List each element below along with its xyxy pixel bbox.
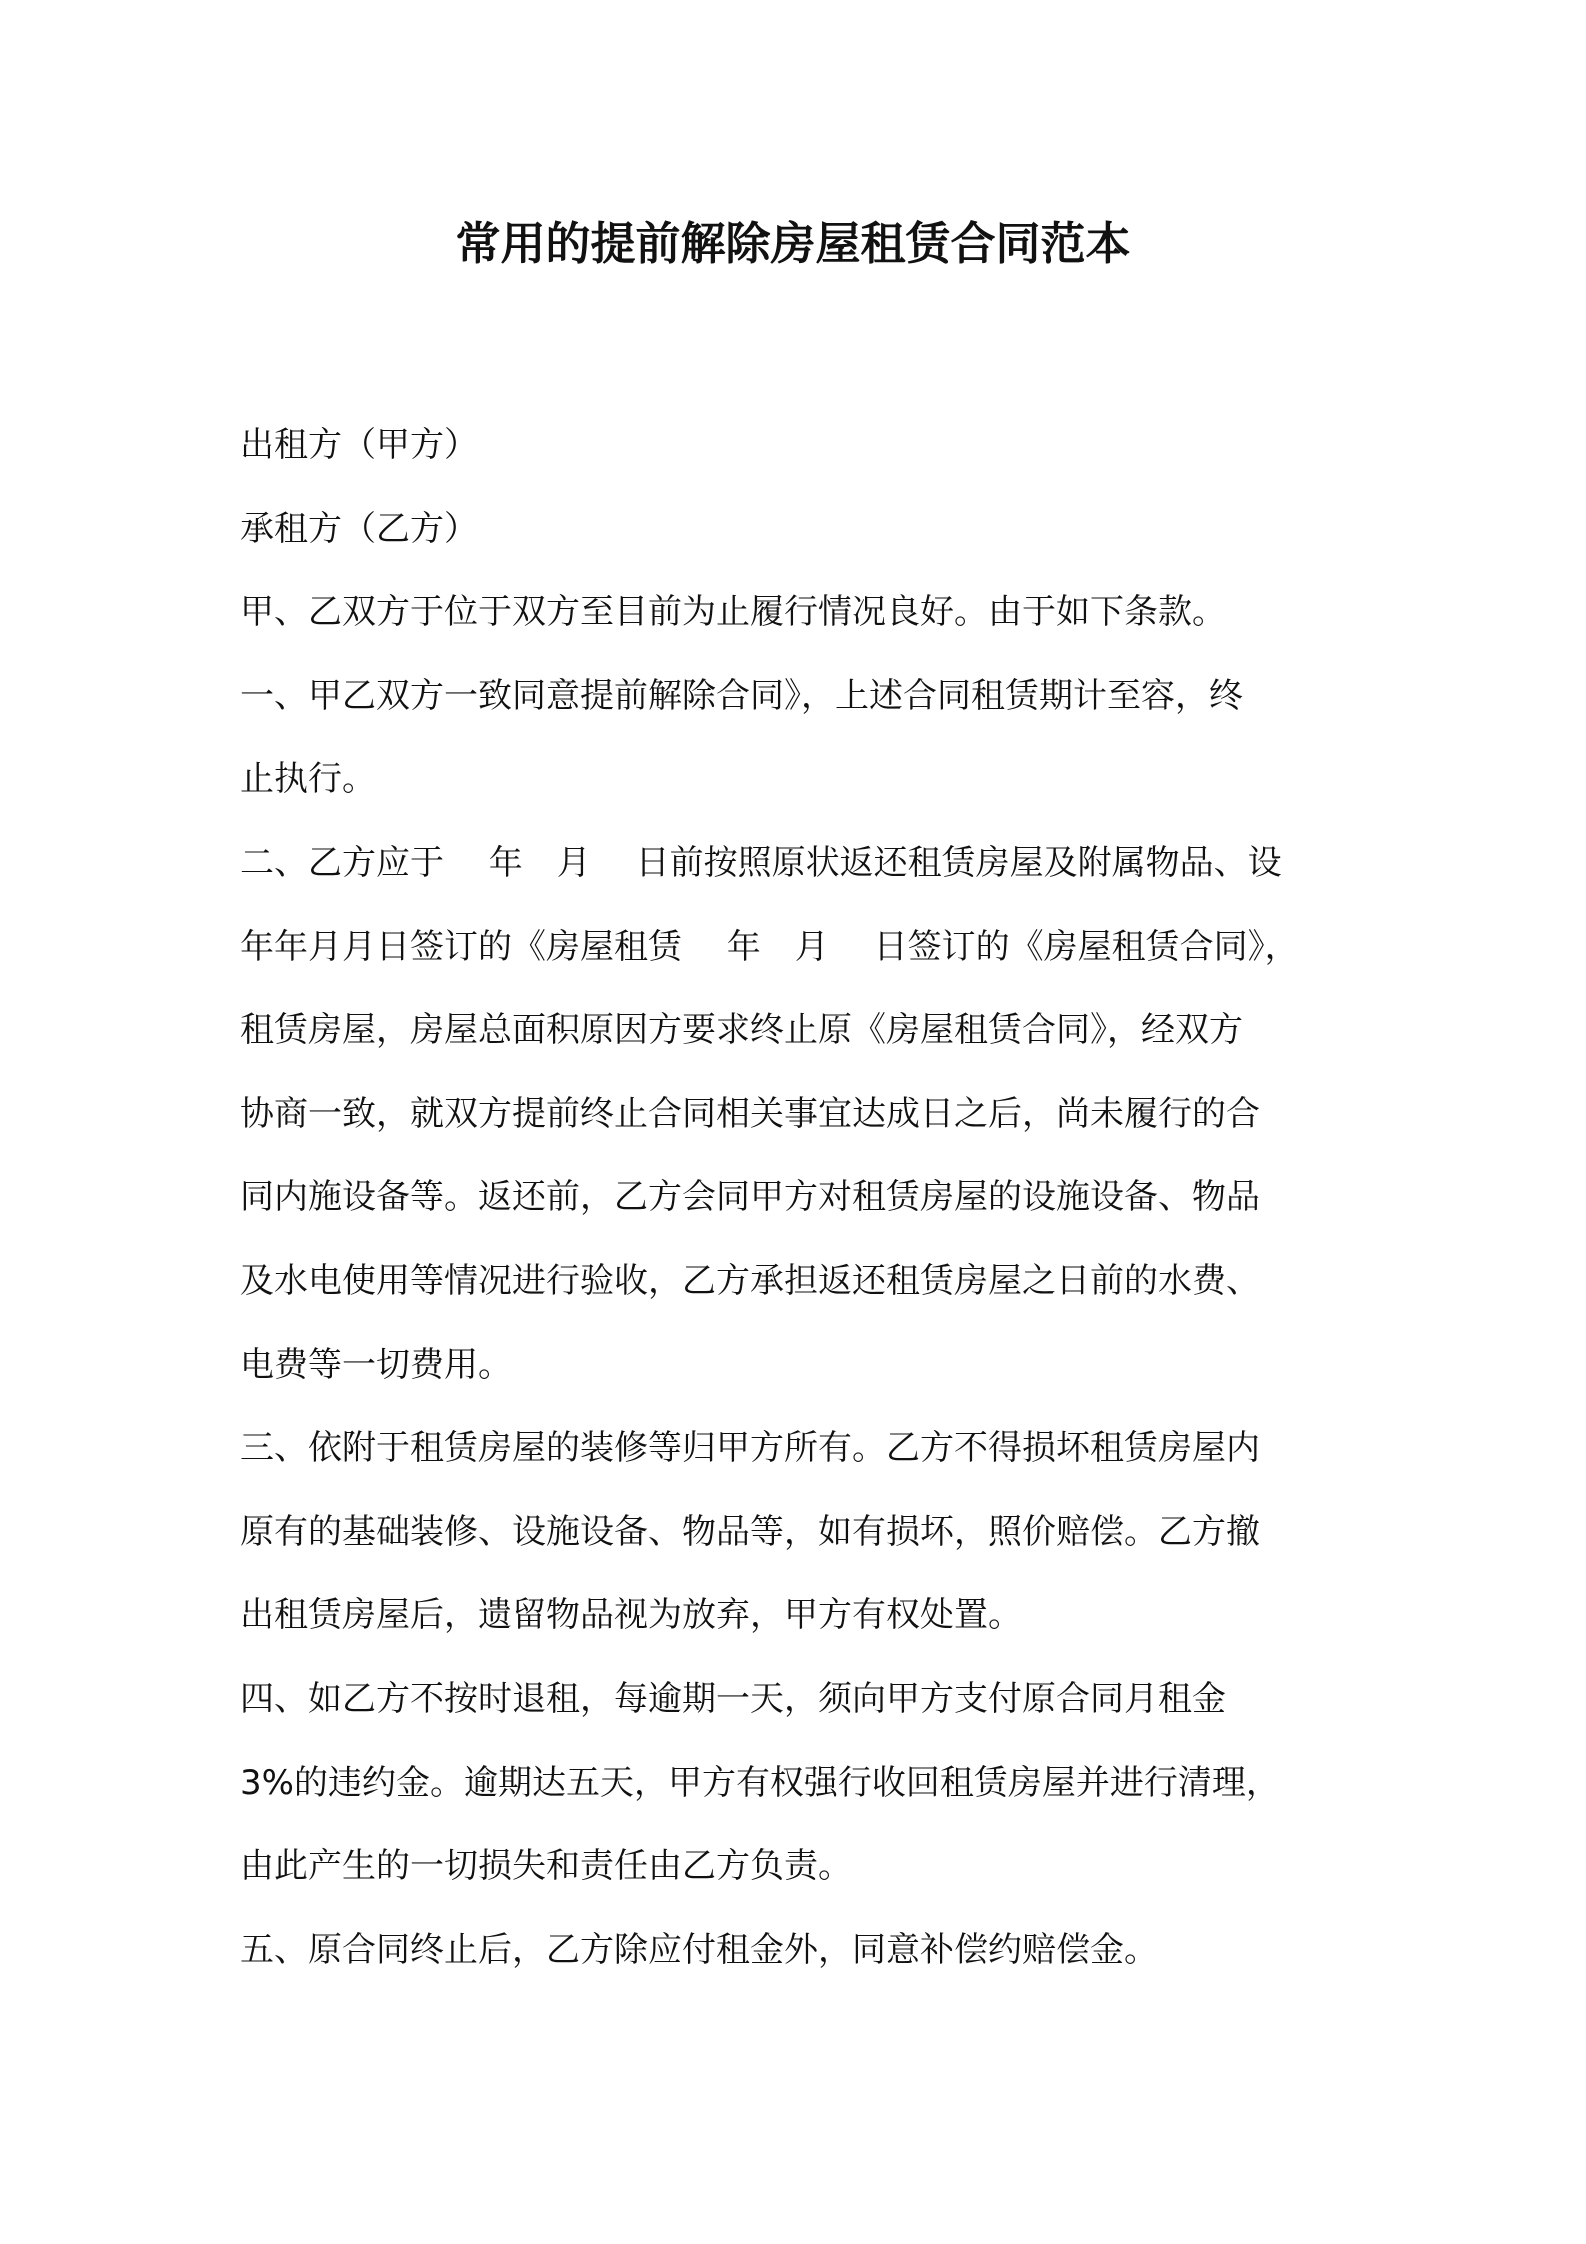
document-body [240, 404, 1360, 1992]
text-line: 协商一致，就双方提前终止合同相关事宜达成日之后，尚未履行的合 [240, 1093, 1260, 1134]
text-line: 原有的基础装修、设施设备、物品等，如有损坏，照价赔偿。乙方撤 [240, 1511, 1260, 1552]
text-line: 承租方（乙方） [240, 508, 478, 549]
text-line: 止执行。 [240, 759, 376, 800]
text-line: 出租赁房屋后，遗留物品视为放弃，甲方有权处置。 [240, 1595, 1022, 1636]
text-line: 同内施设备等。返还前，乙方会同甲方对租赁房屋的设施设备、物品 [240, 1177, 1260, 1218]
text-line: 一、甲乙双方一致同意提前解除合同》，上述合同租赁期计至容，终 [240, 675, 1243, 716]
text-line: 三、依附于租赁房屋的装修等归甲方所有。乙方不得损坏租赁房屋内 [240, 1428, 1260, 1469]
text-line: 年年月月日签订的《房屋租赁 年 月 日签订的《房屋租赁合同》， [240, 926, 1299, 967]
text-line: 租赁房屋，房屋总面积原因方要求终止原《房屋租赁合同》，经双方 [240, 1010, 1243, 1051]
text-line: 3%的违约金。逾期达五天，甲方有权强行收回租赁房屋并进行清理， [240, 1762, 1280, 1803]
document-title: 常用的提前解除房屋租赁合同范本 [455, 217, 1131, 270]
text-line: 甲、乙双方于位于双方至目前为止履行情况良好。由于如下条款。 [240, 592, 1226, 633]
text-line: 二、乙方应于 年 月 日前按照原状返还租赁房屋及附属物品、设 [240, 842, 1282, 883]
text-line: 电费等一切费用。 [240, 1344, 512, 1385]
text-line: 由此产生的一切损失和责任由乙方负责。 [240, 1846, 852, 1887]
text-line: 五、原合同终止后，乙方除应付租金外，同意补偿约赔偿金。 [240, 1929, 1158, 1970]
text-line: 四、如乙方不按时退租，每逾期一天，须向甲方支付原合同月租金 [240, 1678, 1226, 1719]
text-line: 及水电使用等情况进行验收，乙方承担返还租赁房屋之日前的水费、 [240, 1260, 1260, 1301]
text-line: 出租方（甲方） [240, 425, 478, 465]
